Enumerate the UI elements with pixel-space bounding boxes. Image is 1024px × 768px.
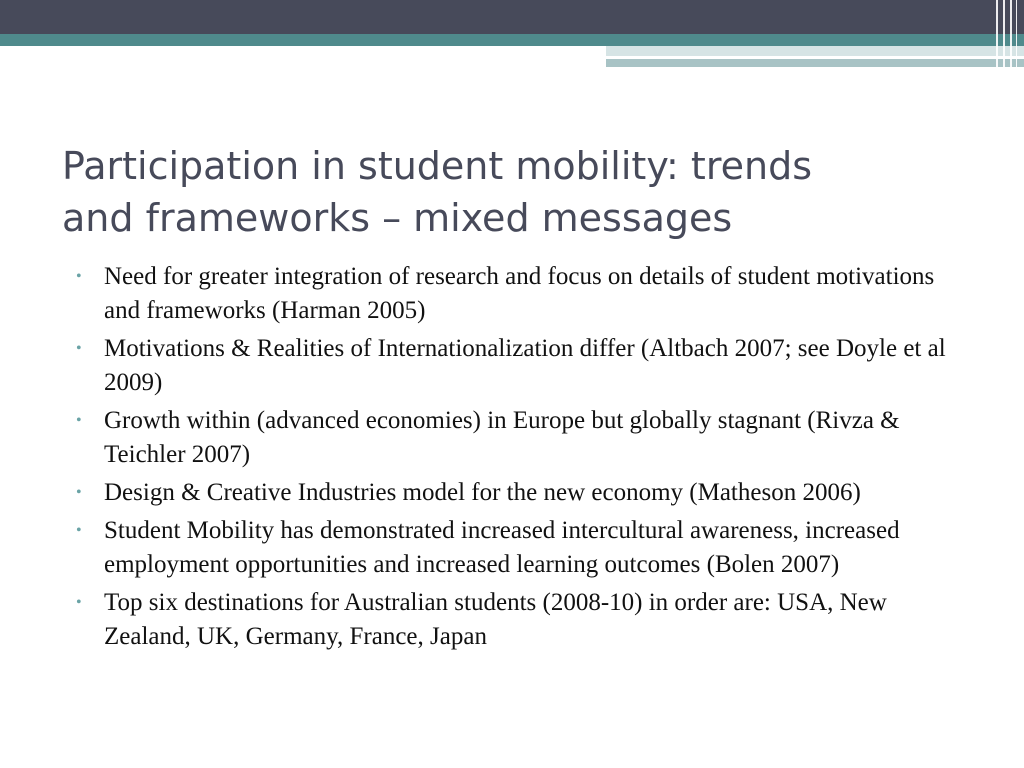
bullet-icon: • (76, 268, 82, 285)
bullet-text: Growth within (advanced economies) in Europe but globally stagnant (Rivza & Teichler 2007) (104, 407, 900, 468)
bullet-icon: • (76, 340, 82, 357)
bullet-item (76, 586, 976, 654)
bullet-text: Need for greater integration of research and focus on details of student motivations and frameworks (Harman 2005) (104, 263, 935, 324)
header-stripe (1003, 0, 1005, 70)
slide-title (62, 140, 962, 244)
bullet-list (76, 260, 976, 658)
bullet-item (76, 476, 976, 510)
header-light-band-lower (606, 59, 1024, 67)
header-stripe (1016, 0, 1017, 70)
slide-title-line2: and frameworks – mixed messages (62, 196, 733, 240)
header-light-band (606, 46, 1024, 56)
bullet-icon: • (76, 594, 82, 611)
slide-title-line1: Participation in student mobility: trends (62, 144, 812, 188)
header-stripe (996, 0, 998, 70)
bullet-item (76, 260, 976, 328)
bullet-item (76, 514, 976, 582)
bullet-icon: • (76, 522, 82, 539)
bullet-icon: • (76, 484, 82, 501)
header-teal-band (0, 34, 1024, 46)
bullet-item (76, 332, 976, 400)
header-dark-band (0, 0, 1024, 34)
bullet-text: Design & Creative Industries model for the new economy (Matheson 2006) (104, 479, 861, 506)
header-stripe (1010, 0, 1012, 70)
bullet-icon: • (76, 412, 82, 429)
bullet-text: Motivations & Realities of Internationalization differ (Altbach 2007; see Doyle et al 2009) (104, 335, 946, 396)
bullet-text: Top six destinations for Australian students (2008-10) in order are: USA, New Zealand, UK, Germany, France, Japan (104, 589, 887, 650)
bullet-item (76, 404, 976, 472)
bullet-text: Student Mobility has demonstrated increased intercultural awareness, increased employment opportunities and increased learning outcomes (Bolen 2007) (104, 517, 900, 578)
